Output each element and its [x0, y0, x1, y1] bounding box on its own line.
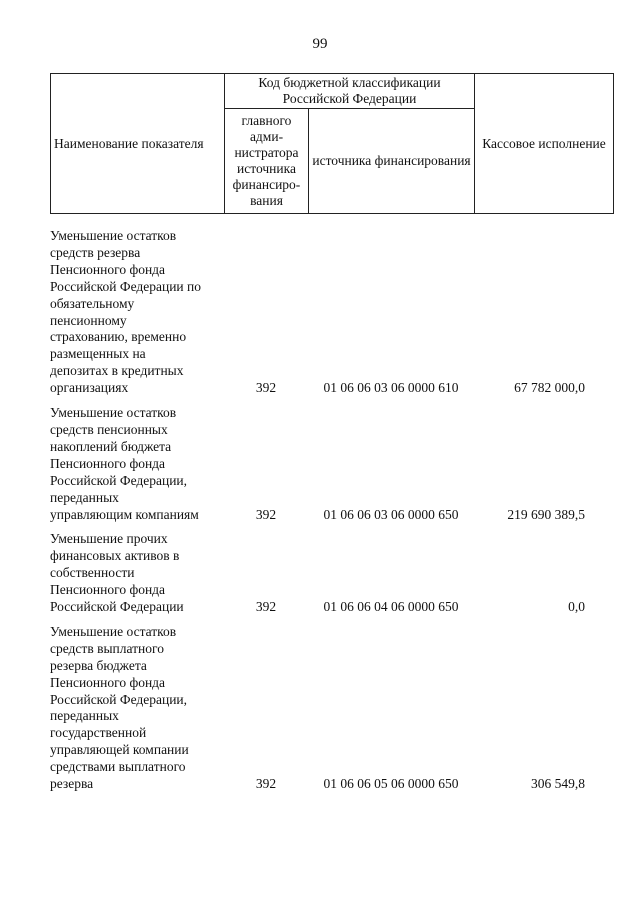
row-admin-code: 392 — [255, 776, 277, 792]
page-number: 99 — [312, 36, 328, 52]
header-source: источника финансирования — [309, 109, 475, 214]
table-row — [50, 624, 613, 793]
row-source-code: 01 06 06 03 06 0000 610 — [323, 380, 459, 396]
row-admin-code: 392 — [255, 599, 277, 615]
row-name: Уменьшение остатков средств пенсионных накоплений бюджета Пенсионного фонда Российской Федерации, переданных управляющим компаниям — [50, 405, 199, 522]
row-source-code: 01 06 06 04 06 0000 650 — [323, 599, 459, 615]
row-amount: 306 549,8 — [531, 776, 585, 792]
header-code-group: Код бюджетной классификации Российской Федерации — [225, 74, 475, 109]
row-name: Уменьшение остатков средств резерва Пенсионного фонда Российской Федерации по обязательному пенсионному страхованию, временно размещенных на депозитах в кредитных организациях — [50, 228, 202, 396]
row-name: Уменьшение прочих финансовых активов в собственности Пенсионного фонда Российской Федерации — [50, 531, 184, 615]
row-name: Уменьшение остатков средств выплатного резерва бюджета Пенсионного фонда Российской Федерации, переданных государственной управляющей компании средствами выплатного резерва — [50, 623, 189, 792]
row-amount: 219 690 389,5 — [507, 506, 585, 522]
table-row — [50, 228, 613, 397]
table-body — [50, 228, 613, 801]
header-cash-execution: Кассовое исполнение — [475, 74, 614, 214]
header-chief-admin: главного адми-нистратора источника финансиро-вания — [225, 109, 309, 214]
table-header — [50, 73, 614, 214]
table-row — [50, 531, 613, 616]
row-source-code: 01 06 06 05 06 0000 650 — [323, 776, 459, 792]
row-amount: 0,0 — [568, 599, 585, 615]
row-source-code: 01 06 06 03 06 0000 650 — [323, 506, 459, 522]
header-indicator-name: Наименование показателя — [51, 74, 225, 214]
table-row — [50, 405, 613, 523]
row-admin-code: 392 — [255, 506, 277, 522]
row-admin-code: 392 — [255, 380, 277, 396]
row-amount: 67 782 000,0 — [514, 380, 585, 396]
